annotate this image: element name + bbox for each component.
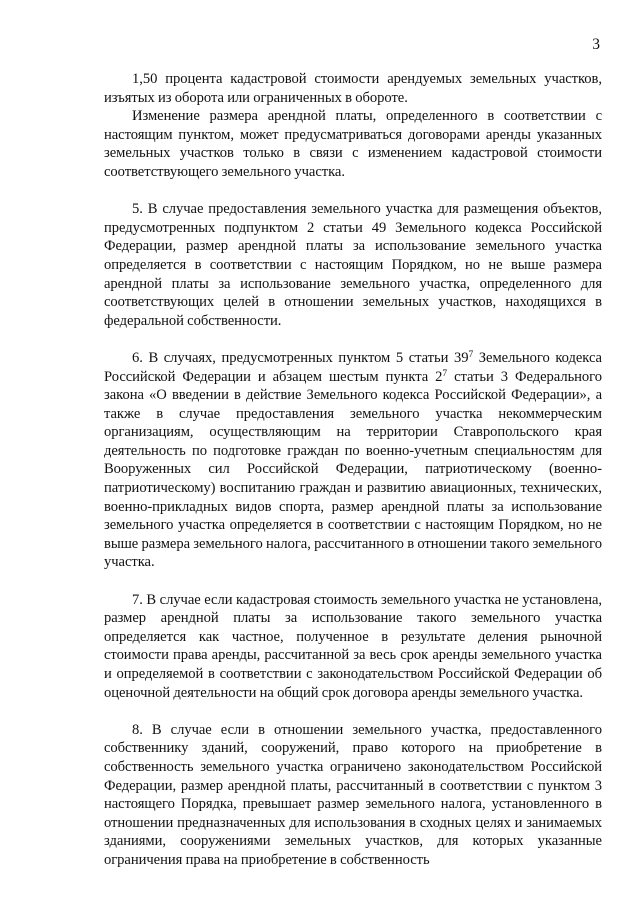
page-number: 3 [592, 36, 600, 53]
superscript: 7 [468, 349, 474, 360]
text-run: статьи 3 Федерального закона «О введении в действие Земельного кодекса Российской Федерации», а также в случае предоставления земельного участка некоммерческим организациям, осуществляющим на территории Ставропольского края деятельность по подготовке граждан по военно-учетным специальностям для Вооруженных сил Российской Федерации, патриотическому (военно-патриотическому) воспитанию граждан и развитию авиационных, технических, военно-прикладных видов спорта, размер арендной платы за использование земельного участка определяется в соответствии с настоящим Порядком, но не выше размера земельного налога, рассчитанного в отношении такого земельного участка. [104, 368, 602, 571]
text-run: Земельного кодекса Российской Федерации и абзацем шестым пункта 2 [104, 349, 602, 385]
paragraph [104, 107, 602, 181]
document-body [104, 70, 602, 870]
text-run: 5. В случае предоставления земельного участка для размещения объектов, предусмотренных подпунктом 2 статьи 49 Земельного кодекса Российской Федерации, размер арендной платы за использование земельного участка определяется в соответствии с настоящим Порядком, но не выше размера арендной платы за использование земельного участка, определенного для соответствующих целей в отношении земельных участков, находящихся в федеральной собственности. [104, 201, 602, 329]
paragraph [104, 200, 602, 330]
text-run: 8. В случае если в отношении земельного участка, предоставленного собственнику зданий, сооружений, право которого на приобретение в собственность земельного участка ограничено законодательством Российской Федерации, размер арендной платы, рассчитанный в соответствии с пунктом 3 настоящего Порядка, превышает размер земельного налога, установленного в отношении предназначенных для использования в сходных целях и занимаемых зданиями, сооружениями земельных участков, для которых указанные ограничения права на приобретение в собственность [104, 721, 602, 868]
text-run: 7. В случае если кадастровая стоимость земельного участка не установлена, размер арендной платы за использование такого земельного участка определяется как частное, полученное в результате деления рыночной стоимости права аренды, рассчитанной за весь срок аренды земельного участка и определяемой в соответствии с законодательством Российской Федерации об оценочной деятельности на общий срок договора аренды земельного участка. [104, 591, 602, 701]
paragraph [104, 70, 602, 107]
text-run: 6. В случаях, предусмотренных пунктом 5 статьи 39 [132, 349, 469, 366]
paragraph [104, 721, 602, 870]
paragraph [104, 349, 602, 572]
text-run: Изменение размера арендной платы, определенного в соответствии с настоящим пунктом, может предусматриваться договорами аренды указанных земельных участков только в связи с изменением кадастровой стоимости соответствующего земельного участка. [104, 108, 602, 180]
superscript: 7 [442, 368, 448, 379]
text-run: 1,50 процента кадастровой стоимости арендуемых земельных участков, изъятых из оборота или ограниченных в обороте. [104, 71, 602, 106]
paragraph [104, 591, 602, 703]
